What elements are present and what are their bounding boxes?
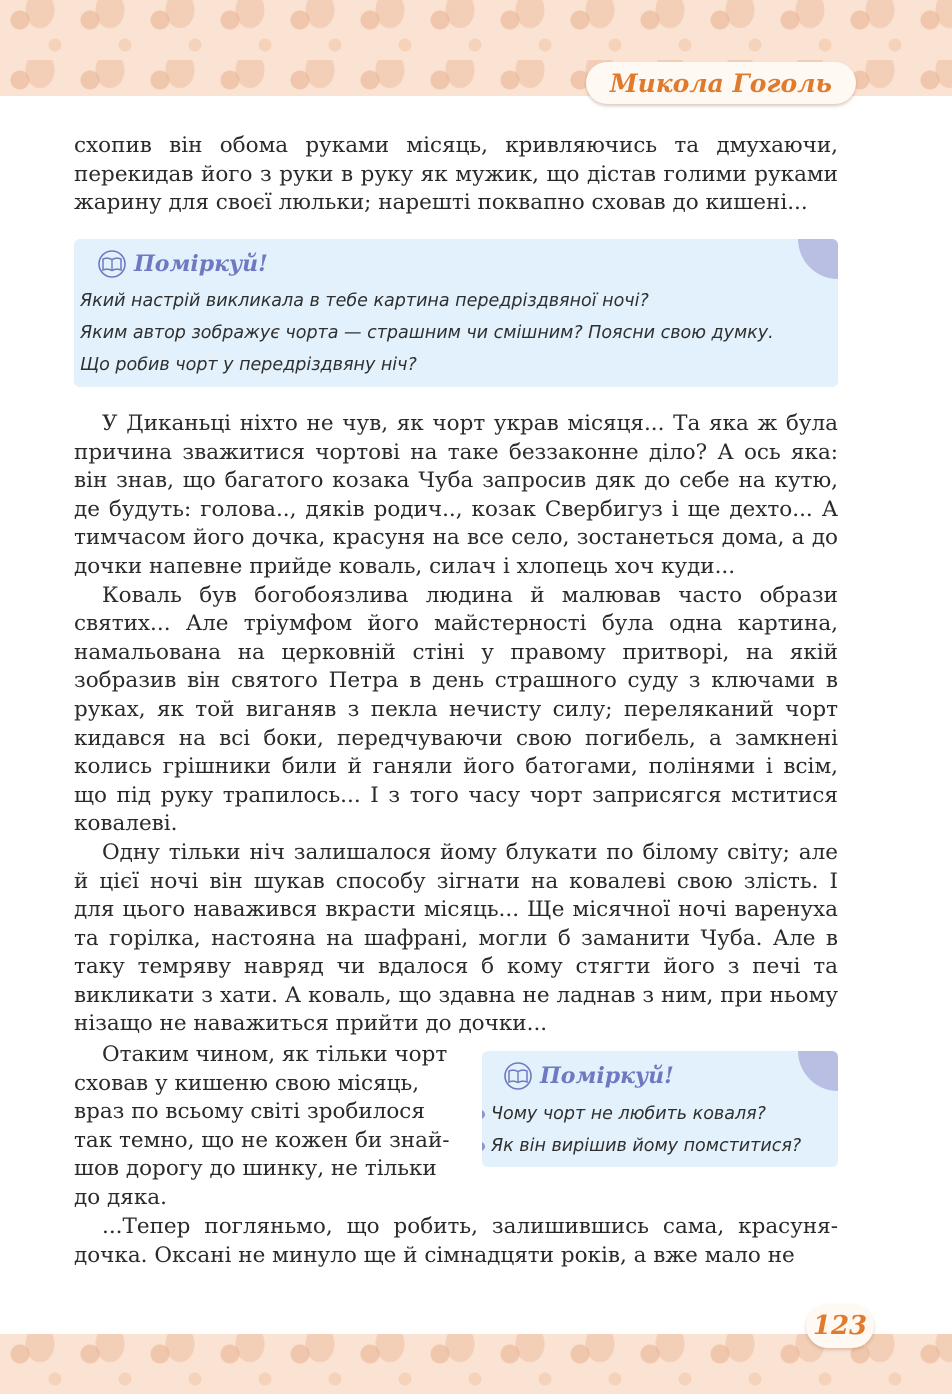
question-list: [74, 285, 774, 381]
paragraph: ...Тепер погляньмо, що робить, залишившись сама, красуня-дочка. Оксані не минуло ще й сімнадцяти років, а вже мало не: [74, 1214, 838, 1268]
question-item: [74, 285, 774, 317]
question-text: Який настрій викликала в тебе картина передріздвяної ночі?: [80, 291, 649, 311]
closing-text-block: [74, 1213, 838, 1270]
question-list: [482, 1098, 801, 1162]
side-line: шов дорогу до шинку, не тільки: [74, 1156, 437, 1182]
side-paragraph: [74, 1041, 474, 1213]
side-line: Отаким чином, як тільки чорт: [102, 1042, 448, 1067]
intro-paragraph: схопив він обома руками місяць, кривляючись та дмухаючи, перекидав його з руки в руку як мужик, що дістав голими руками жарину для своєї люльки; нарешті поквапно сховав до кишені...: [74, 133, 838, 216]
think-box-1: [74, 239, 838, 387]
paragraph: Коваль був богобоязлива людина й малював часто образи святих... Але тріумфом його майстерності була одна картина, намальована на церковній стіні у правому притворі, на якій зобразив він святого Петра в день страшного суду з ключами в руках, як той виганяв з пекла нечисту силу; переляканий чорт кидався на всі боки, передчуваючи свою погибель, а замкнені колись грішники били й ганяли його батогами, полінями і всім, що під руку трапилось... І з того часу чорт заприсягся мститися ковалеві.: [74, 582, 838, 837]
question-text: Як він вирішив йому помститися?: [491, 1136, 802, 1156]
question-item: [74, 349, 774, 381]
paragraph: У Диканьці ніхто не чув, як чорт украв місяця... Та яка ж була причина зважитися чортові на таке беззаконне діло? А ось яка: він знав, що багатого козака Чуба запросив дяк до себе на кутю, де будуть: голова.., дяків родич.., козак Свербигуз і ще дехто... А тимчасом його дочка, красуня на все село, зостанеться дома, а до дочки напевне прийде коваль, силач і хлопець хоч куди...: [74, 411, 838, 579]
question-text: Яким автор зображує чорта — страшним чи смішним? Поясни свою думку.: [80, 323, 774, 343]
paragraph: Одну тільки ніч залишалося йому блукати по білому світу; але й цієї ночі він шукав способу зігнати на ковалеві свою злість. І для цього наважився вкрасти місяць... Ще місячної ночі варенуха та горілка, настояна на шафрані, могли б заманити Чуба. Але в таку темряву навряд чи вдалося б кому стягти його з печі та викликати з хати. А коваль, що здавна не ладнав з ним, при ньому нізащо не наважиться прийти до дочки...: [74, 839, 838, 1037]
think-box-title: [502, 1062, 674, 1090]
bottom-ornament-band: [0, 1334, 952, 1394]
intro-text-block: [74, 132, 838, 218]
think-box-title-text: Поміркуй!: [134, 251, 268, 277]
question-text: Чому чорт не любить коваля?: [491, 1104, 766, 1124]
bullet-dot-icon: [482, 1110, 485, 1119]
page-number: [806, 1304, 874, 1348]
question-item: [482, 1130, 801, 1162]
main-text-block: [74, 410, 838, 1039]
question-text: Що робив чорт у передріздвяну ніч?: [80, 355, 417, 375]
think-box-corner: [798, 1051, 838, 1091]
open-book-icon: [502, 1062, 534, 1090]
side-line: до дяка.: [74, 1184, 167, 1210]
think-box-corner: [798, 239, 838, 279]
open-book-icon: [96, 250, 128, 278]
think-box-2: [482, 1051, 838, 1167]
question-item: [74, 317, 774, 349]
author-name: Микола Гоголь: [609, 68, 832, 98]
side-line: враз по всьому світі зробилося: [74, 1099, 425, 1125]
side-line: так темно, що не кожен би знай-: [74, 1127, 450, 1153]
think-box-title: [96, 250, 268, 278]
bullet-dot-icon: [482, 1142, 485, 1151]
question-item: [482, 1098, 801, 1130]
side-line: сховав у кишеню свою місяць,: [74, 1070, 420, 1096]
page-number-text: 123: [812, 1311, 868, 1341]
think-box-title-text: Поміркуй!: [540, 1063, 674, 1089]
author-tab: [586, 62, 856, 104]
